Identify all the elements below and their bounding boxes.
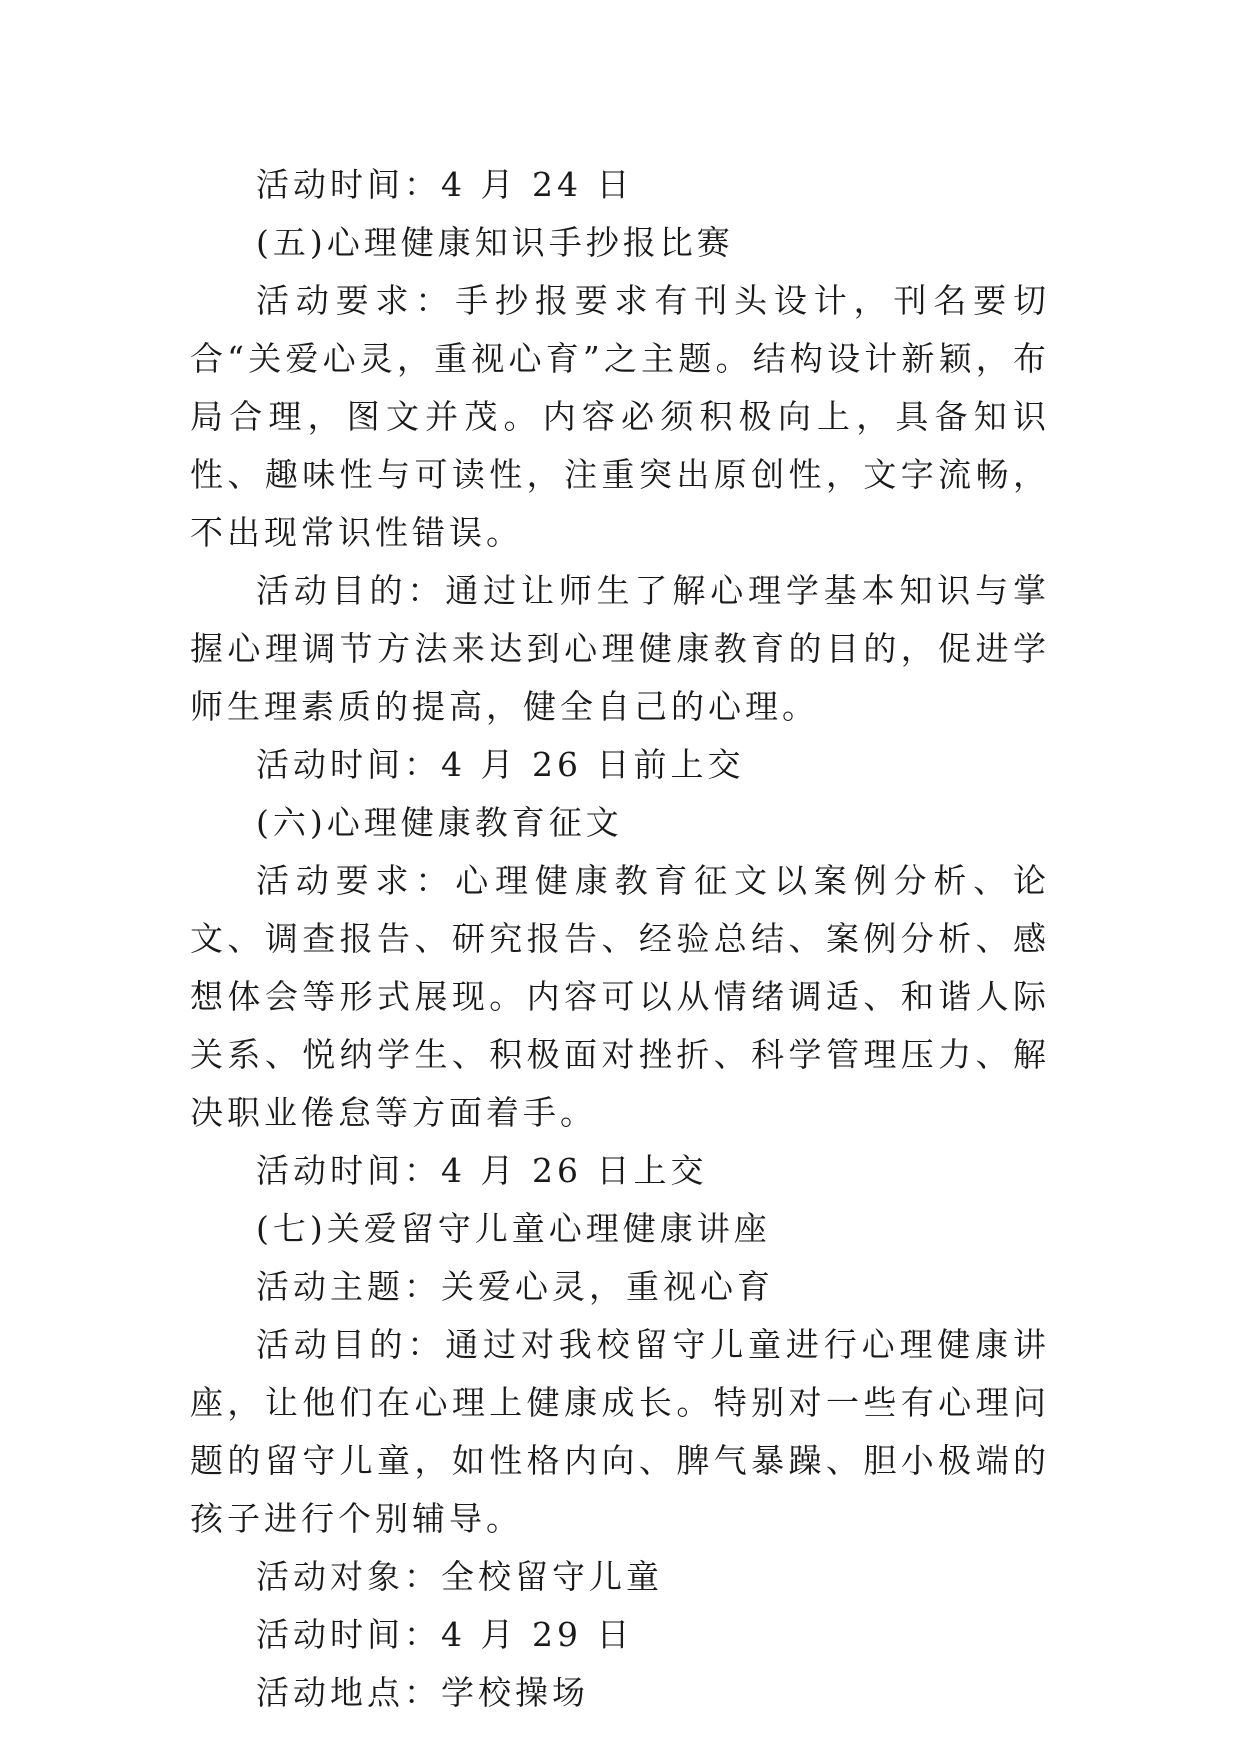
paragraph-activity-time-apr26-before: 活动时间：4 月 26 日前上交 xyxy=(256,745,745,784)
paragraph-activity-theme: 活动主题：关爱心灵，重视心育 xyxy=(256,1267,774,1306)
paragraph-lecture-purpose: 活动目的：通过对我校留守儿童进行心理健康讲座，让他们在心理上健康成长。特别对一些有心理问题的留守儿童，如性格内向、脾气暴躁、胆小极端的孩子进行个别辅导。 xyxy=(190,1325,1050,1538)
paragraph-activity-time-apr26: 活动时间：4 月 26 日上交 xyxy=(256,1151,708,1190)
section-heading-essay-contest: (六)心理健康教育征文 xyxy=(256,803,623,842)
section-heading-left-behind-children-lecture: (七)关爱留守儿童心理健康讲座 xyxy=(256,1209,771,1248)
paragraph-activity-audience: 活动对象：全校留守儿童 xyxy=(256,1557,663,1596)
document-body xyxy=(190,156,1050,1722)
paragraph-newspaper-requirements: 活动要求：手抄报要求有刊头设计，刊名要切合“关爱心灵，重视心育”之主题。结构设计新颖，布局合理，图文并茂。内容必须积极向上，具备知识性、趣味性与可读性，注重突出原创性，文字流畅，不出现常识性错误。 xyxy=(190,281,1050,552)
paragraph-newspaper-purpose: 活动目的：通过让师生了解心理学基本知识与掌握心理调节方法来达到心理健康教育的目的，促进学师生理素质的提高，健全自己的心理。 xyxy=(190,571,1050,726)
section-heading-handwritten-newspaper: (五)心理健康知识手抄报比赛 xyxy=(256,223,734,262)
paragraph-essay-requirements: 活动要求：心理健康教育征文以案例分析、论文、调查报告、研究报告、经验总结、案例分析、感想体会等形式展现。内容可以从情绪调适、和谐人际关系、悦纳学生、积极面对挫折、科学管理压力、解决职业倦怠等方面着手。 xyxy=(190,861,1050,1132)
paragraph-activity-time-apr29: 活动时间：4 月 29 日 xyxy=(256,1615,634,1654)
paragraph-activity-time-apr24: 活动时间：4 月 24 日 xyxy=(256,165,634,204)
paragraph-activity-location: 活动地点：学校操场 xyxy=(256,1673,589,1712)
